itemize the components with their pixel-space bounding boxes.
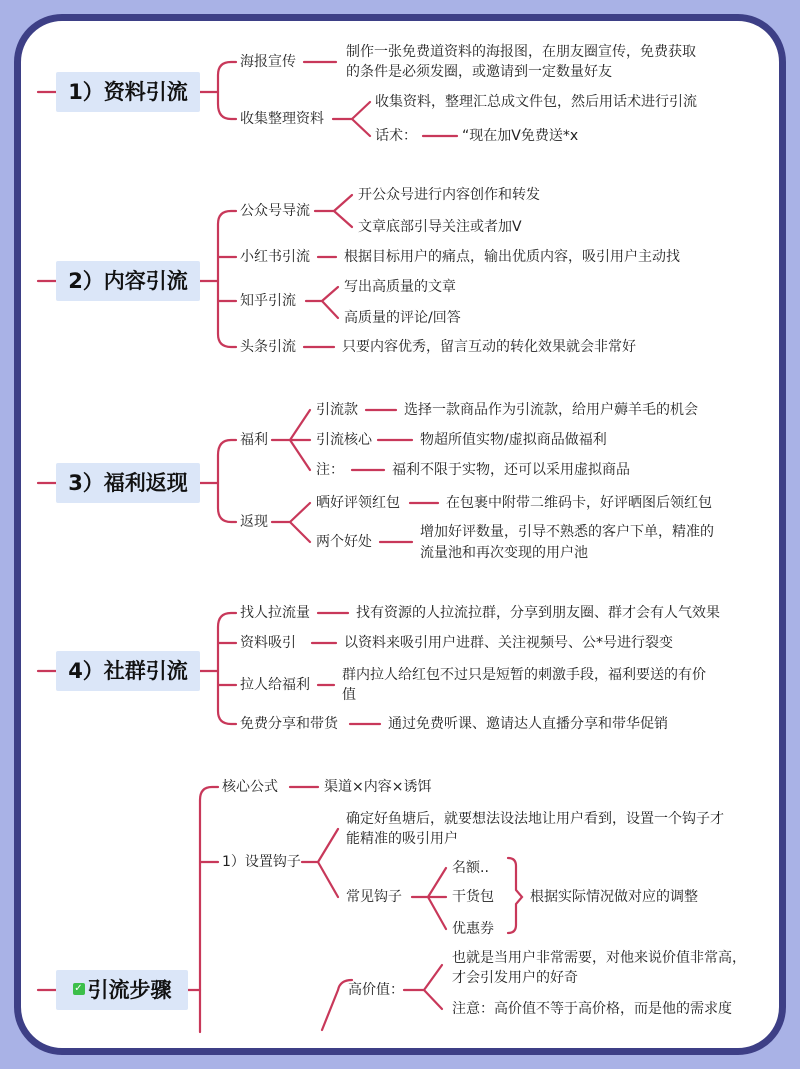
- node-huashu: 话术：: [375, 128, 417, 144]
- node-haibao: 海报宣传: [240, 54, 296, 70]
- node-hxgs: 核心公式: [222, 779, 278, 795]
- node-xhs: 小红书引流: [240, 249, 310, 265]
- node-lghc-2: 流量池和再次变现的用户池: [420, 545, 588, 561]
- node-shouji: 收集整理资料: [240, 111, 324, 127]
- section-4-title: 4）社群引流: [56, 651, 200, 691]
- node-xhs-1: 根据目标用户的痛点，输出优质内容，吸引用户主动找: [344, 249, 680, 265]
- node-cjgz-note: 根据实际情况做对应的调整: [530, 889, 698, 905]
- node-hxgs-1: 渠道×内容×诱饵: [324, 779, 432, 795]
- node-gjz: 高价值：: [348, 982, 404, 998]
- node-lr: 拉人给福利: [240, 677, 310, 693]
- node-gzh-1: 开公众号进行内容创作和转发: [358, 187, 540, 203]
- node-ylhx: 引流核心: [316, 432, 372, 448]
- node-zh: 知乎引流: [240, 293, 296, 309]
- node-shai: 晒好评领红包: [316, 495, 400, 511]
- node-ylk-1: 选择一款商品作为引流款，给用户薅羊毛的机会: [404, 402, 698, 418]
- node-gjz-3: 注意：高价值不等于高价格，而是他的需求度: [452, 1001, 732, 1017]
- check-icon: ✓: [74, 983, 83, 994]
- section-1-title: 1）资料引流: [56, 72, 200, 112]
- node-szgz-2: 能精准的吸引用户: [346, 831, 458, 847]
- node-zh-2: 高质量的评论/回答: [344, 310, 461, 326]
- node-shai-1: 在包裹中附带二维码卡，好评晒图后领红包: [446, 495, 712, 511]
- node-lghc-1: 增加好评数量，引导不熟悉的客户下单，精准的: [420, 524, 714, 540]
- node-szgz-1: 确定好鱼塘后，就要想法设法地让用户看到，设置一个钩子才: [346, 811, 724, 827]
- node-zr-1: 找有资源的人拉流拉群，分享到朋友圈、群才会有人气效果: [356, 605, 720, 621]
- node-haibao-desc-2: 的条件是必须发圈，或邀请到一定数量好友: [346, 64, 612, 80]
- node-ylk: 引流款: [316, 402, 358, 418]
- node-zl: 资料吸引: [240, 635, 296, 651]
- node-mf: 免费分享和带货: [240, 716, 338, 732]
- node-gzh-2: 文章底部引导关注或者加V: [358, 219, 522, 235]
- node-zl-1: 以资料来吸引用户进群、关注视频号、公*号进行裂变: [344, 635, 673, 651]
- node-yhq: 优惠券: [452, 921, 494, 937]
- node-gjz-2: 才会引发用户的好奇: [452, 970, 578, 986]
- section-5-title: [56, 970, 188, 1010]
- node-lr-1: 群内拉人给红包不过只是短暂的刺激手段，福利要送的有价: [342, 667, 706, 683]
- node-szgz: 1）设置钩子: [222, 854, 301, 870]
- section-5-title-text: 引流步骤: [87, 978, 172, 1002]
- node-zr: 找人拉流量: [240, 605, 310, 621]
- node-zhu-1: 福利不限于实物，还可以采用虚拟商品: [392, 462, 630, 478]
- node-gjz-1: 也就是当用户非常需要，对他来说价值非常高，: [452, 950, 746, 966]
- node-cjgz: 常见钩子: [346, 889, 402, 905]
- section-2-title: 2）内容引流: [56, 261, 200, 301]
- node-lghc: 两个好处: [316, 534, 372, 550]
- node-ghb: 干货包: [452, 889, 494, 905]
- node-fanxian: 返现: [240, 514, 268, 530]
- node-zh-1: 写出高质量的文章: [344, 279, 456, 295]
- node-tt: 头条引流: [240, 339, 296, 355]
- node-ylhx-1: 物超所值实物/虚拟商品做福利: [420, 432, 607, 448]
- node-zhu: 注：: [316, 462, 344, 478]
- node-gzh: 公众号导流: [240, 203, 310, 219]
- node-lr-2: 值: [342, 687, 356, 703]
- node-haibao-desc-1: 制作一张免费道资料的海报图，在朋友圈宣传，免费获取: [346, 44, 696, 60]
- node-tt-1: 只要内容优秀，留言互动的转化效果就会非常好: [342, 339, 636, 355]
- section-3-title: 3）福利返现: [56, 463, 200, 503]
- node-fuli: 福利: [240, 432, 268, 448]
- node-shouji-desc: 收集资料，整理汇总成文件包，然后用话术进行引流: [375, 94, 697, 110]
- node-huashu-desc: “现在加V免费送*x: [462, 128, 579, 144]
- node-me: 名额..: [452, 860, 489, 876]
- node-mf-1: 通过免费听课、邀请达人直播分享和带华促销: [388, 716, 668, 732]
